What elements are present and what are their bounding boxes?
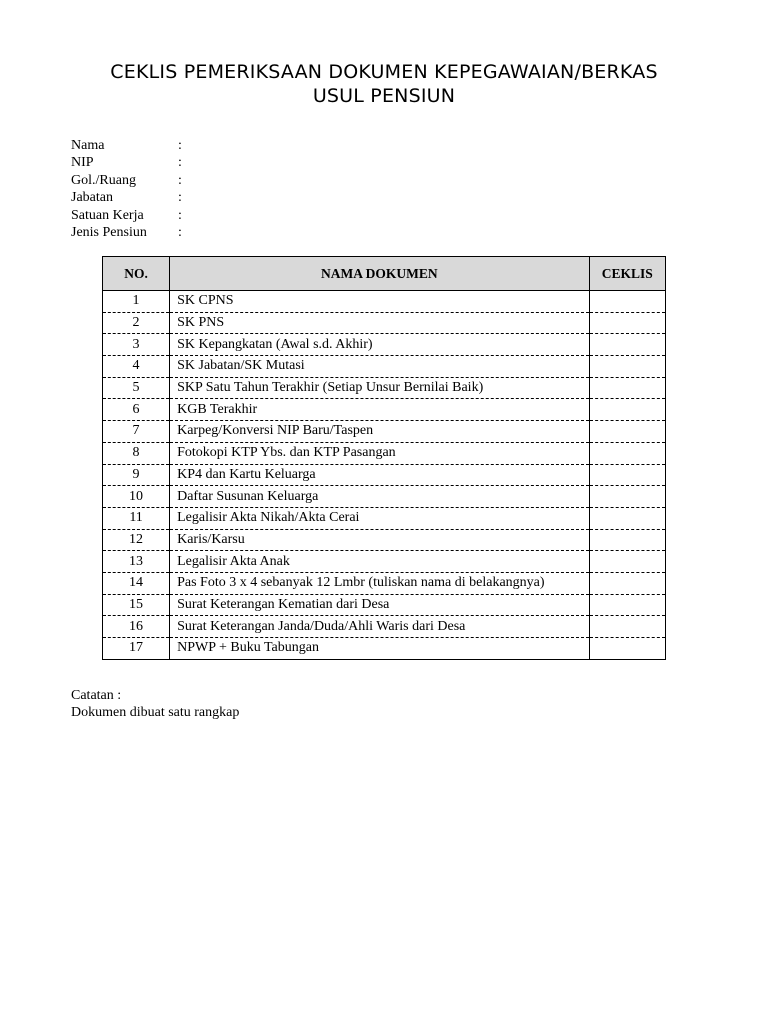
document-name: SK Kepangkatan (Awal s.d. Akhir) — [170, 334, 589, 356]
checklist-cell[interactable] — [589, 551, 666, 573]
identity-fields — [71, 137, 188, 241]
document-name: Legalisir Akta Anak — [170, 551, 589, 573]
document-name: Pas Foto 3 x 4 sebanyak 12 Lmbr (tuliskan nama di belakangnya) — [170, 572, 589, 594]
table-row — [103, 594, 666, 616]
field-label: Satuan Kerja — [71, 207, 144, 223]
document-name: Legalisir Akta Nikah/Akta Cerai — [170, 507, 589, 529]
field-colon: : — [178, 190, 182, 206]
notes-section — [71, 687, 239, 721]
row-number: 13 — [103, 551, 170, 573]
checklist-cell[interactable] — [589, 312, 666, 334]
row-number: 8 — [103, 442, 170, 464]
row-number: 14 — [103, 572, 170, 594]
checklist-cell[interactable] — [589, 334, 666, 356]
field-label: Jabatan — [71, 190, 113, 206]
checklist-cell[interactable] — [589, 572, 666, 594]
checklist-cell[interactable] — [589, 616, 666, 638]
table-row — [103, 442, 666, 464]
table-row — [103, 529, 666, 551]
table-row — [103, 399, 666, 421]
notes-label: Catatan : — [71, 688, 122, 703]
table-row — [103, 421, 666, 443]
checklist-cell[interactable] — [589, 399, 666, 421]
field-colon: : — [178, 172, 182, 188]
document-title — [0, 60, 768, 108]
table-row — [103, 638, 666, 660]
field-label: Gol./Ruang — [71, 172, 136, 188]
document-name: Karis/Karsu — [170, 529, 589, 551]
checklist-cell[interactable] — [589, 442, 666, 464]
checklist-cell[interactable] — [589, 421, 666, 443]
field-label: NIP — [71, 155, 94, 171]
checklist-cell[interactable] — [589, 638, 666, 660]
row-number: 11 — [103, 507, 170, 529]
field-colon: : — [178, 224, 182, 240]
checklist-cell[interactable] — [589, 594, 666, 616]
document-name: SK Jabatan/SK Mutasi — [170, 356, 589, 378]
notes-text: Dokumen dibuat satu rangkap — [71, 705, 240, 720]
document-name: Karpeg/Konversi NIP Baru/Taspen — [170, 421, 589, 443]
row-number: 2 — [103, 312, 170, 334]
document-name: Surat Keterangan Janda/Duda/Ahli Waris dari Desa — [170, 616, 589, 638]
document-name: SK PNS — [170, 312, 589, 334]
document-name: KP4 dan Kartu Keluarga — [170, 464, 589, 486]
header-ceklis: CEKLIS — [589, 257, 666, 291]
document-name: Daftar Susunan Keluarga — [170, 486, 589, 508]
table-row — [103, 486, 666, 508]
row-number: 5 — [103, 377, 170, 399]
row-number: 6 — [103, 399, 170, 421]
field-label: Nama — [71, 138, 105, 153]
checklist-cell[interactable] — [589, 291, 666, 313]
document-checklist-table — [102, 256, 666, 660]
table-row — [103, 616, 666, 638]
field-colon: : — [178, 155, 182, 171]
table-row — [103, 572, 666, 594]
document-name: KGB Terakhir — [170, 399, 589, 421]
table-row — [103, 551, 666, 573]
field-jabatan — [71, 189, 188, 206]
field-gol-ruang — [71, 172, 188, 189]
table-row — [103, 334, 666, 356]
row-number: 16 — [103, 616, 170, 638]
document-name: Fotokopi KTP Ybs. dan KTP Pasangan — [170, 442, 589, 464]
title-line-2: USUL PENSIUN — [312, 85, 456, 107]
checklist-cell[interactable] — [589, 486, 666, 508]
field-jenis-pensiun — [71, 224, 188, 241]
checklist-cell[interactable] — [589, 356, 666, 378]
checklist-cell[interactable] — [589, 377, 666, 399]
document-name: SK CPNS — [170, 291, 589, 313]
row-number: 15 — [103, 594, 170, 616]
row-number: 1 — [103, 291, 170, 313]
table-row — [103, 356, 666, 378]
row-number: 3 — [103, 334, 170, 356]
document-name: SKP Satu Tahun Terakhir (Setiap Unsur Bernilai Baik) — [170, 377, 589, 399]
table-row — [103, 312, 666, 334]
table-row — [103, 507, 666, 529]
document-name: Surat Keterangan Kematian dari Desa — [170, 594, 589, 616]
row-number: 10 — [103, 486, 170, 508]
table-row — [103, 291, 666, 313]
header-no: NO. — [103, 257, 170, 291]
row-number: 4 — [103, 356, 170, 378]
table-row — [103, 464, 666, 486]
checklist-cell[interactable] — [589, 529, 666, 551]
table-header-row — [103, 257, 666, 291]
checklist-cell[interactable] — [589, 507, 666, 529]
field-nama — [71, 137, 188, 154]
field-colon: : — [178, 138, 182, 153]
row-number: 12 — [103, 529, 170, 551]
checklist-cell[interactable] — [589, 464, 666, 486]
header-nama-dokumen: NAMA DOKUMEN — [170, 257, 589, 291]
field-nip — [71, 154, 188, 171]
row-number: 17 — [103, 638, 170, 660]
row-number: 7 — [103, 421, 170, 443]
row-number: 9 — [103, 464, 170, 486]
title-line-1: CEKLIS PEMERIKSAAN DOKUMEN KEPEGAWAIAN/BERKAS — [110, 61, 658, 83]
document-name: NPWP + Buku Tabungan — [170, 638, 589, 660]
table-row — [103, 377, 666, 399]
field-colon: : — [178, 207, 182, 223]
field-label: Jenis Pensiun — [71, 224, 147, 240]
field-satuan-kerja — [71, 207, 188, 224]
